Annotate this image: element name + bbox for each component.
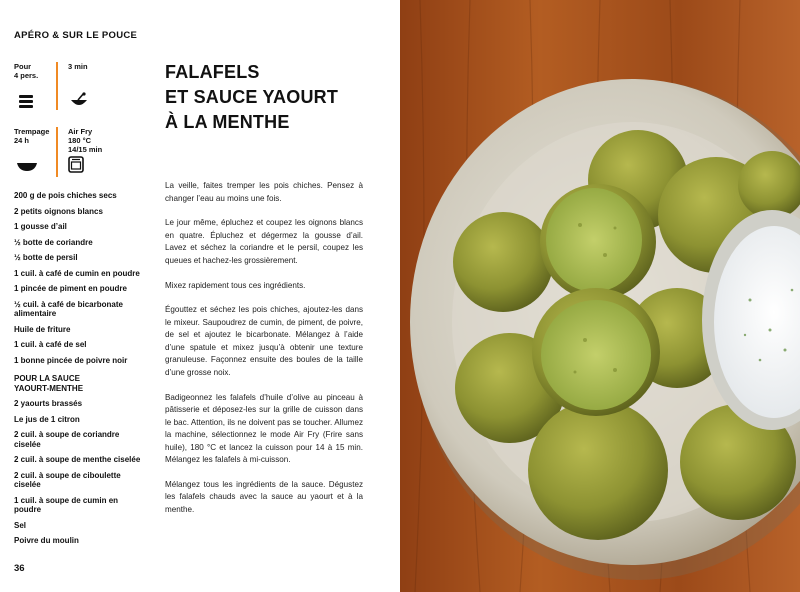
ingredient-item: 1 gousse d’ail (14, 222, 67, 231)
servings-info: Pour 4 pers. (14, 62, 39, 80)
ingredient-item: 1 pincée de piment en poudre (14, 284, 127, 293)
ingredient-item: ½ botte de coriandre (14, 237, 93, 247)
sauce-ingredient-item: 2 yaourts brassés (14, 399, 83, 408)
ingredient-item: 1 bonne pincée de poivre noir (14, 355, 128, 365)
ingredient-item: 2 petits oignons blancs (14, 206, 103, 216)
instruction-paragraph: La veille, faites tremper les pois chiches. Pensez à changer l’eau au moins une fois. (165, 181, 363, 203)
falafel (453, 212, 553, 312)
ingredient-item: ½ botte de persil (14, 253, 78, 262)
sauce-ingredient-item: Sel (14, 520, 27, 530)
instruction-paragraph: Le jour même, épluchez et coupez les oignons blancs en quatre. Épluchez et dégermez la gousse d’ail. Lavez et séchez la coriandre et le persil, coupez les queues et hachez-les grossièrement. (165, 218, 363, 265)
ingredient-item: 200 g de pois chiches secs (14, 191, 117, 200)
instructions (165, 180, 363, 529)
ingredient-item: Huile de friture (14, 324, 71, 334)
plates-icon (18, 93, 34, 109)
instruction-paragraph: Égouttez et séchez les pois chiches, ajoutez-les dans le mixeur. Saupoudrez de cumin, de piment, de poivre, de sel et ajoutez le bicarbonate. Mélangez à l’aide d’une spatule et mixez jusqu’à obtenir une texture granuleuse. Façonnez ensuite des boules de la taille d’une grosse noix. (165, 305, 363, 377)
bowl-icon (16, 160, 38, 172)
falafel-half (546, 188, 642, 292)
falafel-photo (400, 0, 800, 592)
air-fryer-icon (68, 156, 84, 173)
ingredient-item: 1 cuil. à café de sel (14, 340, 87, 349)
mixing-bowl-icon (70, 92, 88, 108)
meta-divider (56, 62, 58, 110)
falafel-plate-illustration (400, 0, 800, 592)
ingredient-item: 1 cuil. à café de cumin en poudre (14, 268, 140, 278)
recipe-title: FALAFELS ET SAUCE YAOURT À LA MENTHE (165, 62, 339, 132)
instruction-paragraph: Mélangez tous les ingrédients de la sauce. Dégustez les falafels chauds avec la sauce au yaourt et à la menthe. (165, 479, 363, 514)
falafel-half (541, 300, 651, 410)
sauce-ingredient-item: 2 cuil. à soupe de menthe ciselée (14, 455, 141, 464)
sauce-title: POUR LA SAUCE YAOURT-MENTHE (14, 374, 84, 393)
ingredient-item: ½ cuil. à café de bicarbonate alimentaire (14, 299, 123, 318)
page-number: 36 (14, 563, 25, 574)
instruction-paragraph: Mixez rapidement tous ces ingrédients. (165, 280, 306, 290)
ingredient-list (14, 191, 144, 552)
sauce-ingredient-item: Le jus de 1 citron (14, 414, 80, 424)
sauce-ingredient-item: 2 cuil. à soupe de coriandre ciselée (14, 430, 120, 449)
sauce-ingredient-item: 2 cuil. à soupe de ciboulette ciselée (14, 470, 121, 489)
prep-time: 3 min (68, 62, 88, 71)
soaking-info: Trempage 24 h (14, 127, 50, 145)
sauce-ingredient-item: Poivre du moulin (14, 536, 79, 545)
sauce-ingredient-item: 1 cuil. à soupe de cumin en poudre (14, 495, 119, 514)
instruction-paragraph: Badigeonnez les falafels d’huile d’olive au pinceau à pâtisserie et déposez-les sur la grille de cuisson dans le bac. Attention, ils ne doivent pas se toucher. Allumez la machine, sélectionnez le mode Air Fry (Frire sans huile), 180 °C et lancez la cuisson pour 14 à 15 min. Mélangez les falafels à mi-cuisson. (165, 392, 363, 465)
cooking-info: Air Fry 180 °C 14/15 min (68, 127, 103, 154)
falafel (528, 400, 668, 540)
meta-divider (56, 127, 58, 177)
section-label: APÉRO & SUR LE POUCE (14, 30, 138, 41)
